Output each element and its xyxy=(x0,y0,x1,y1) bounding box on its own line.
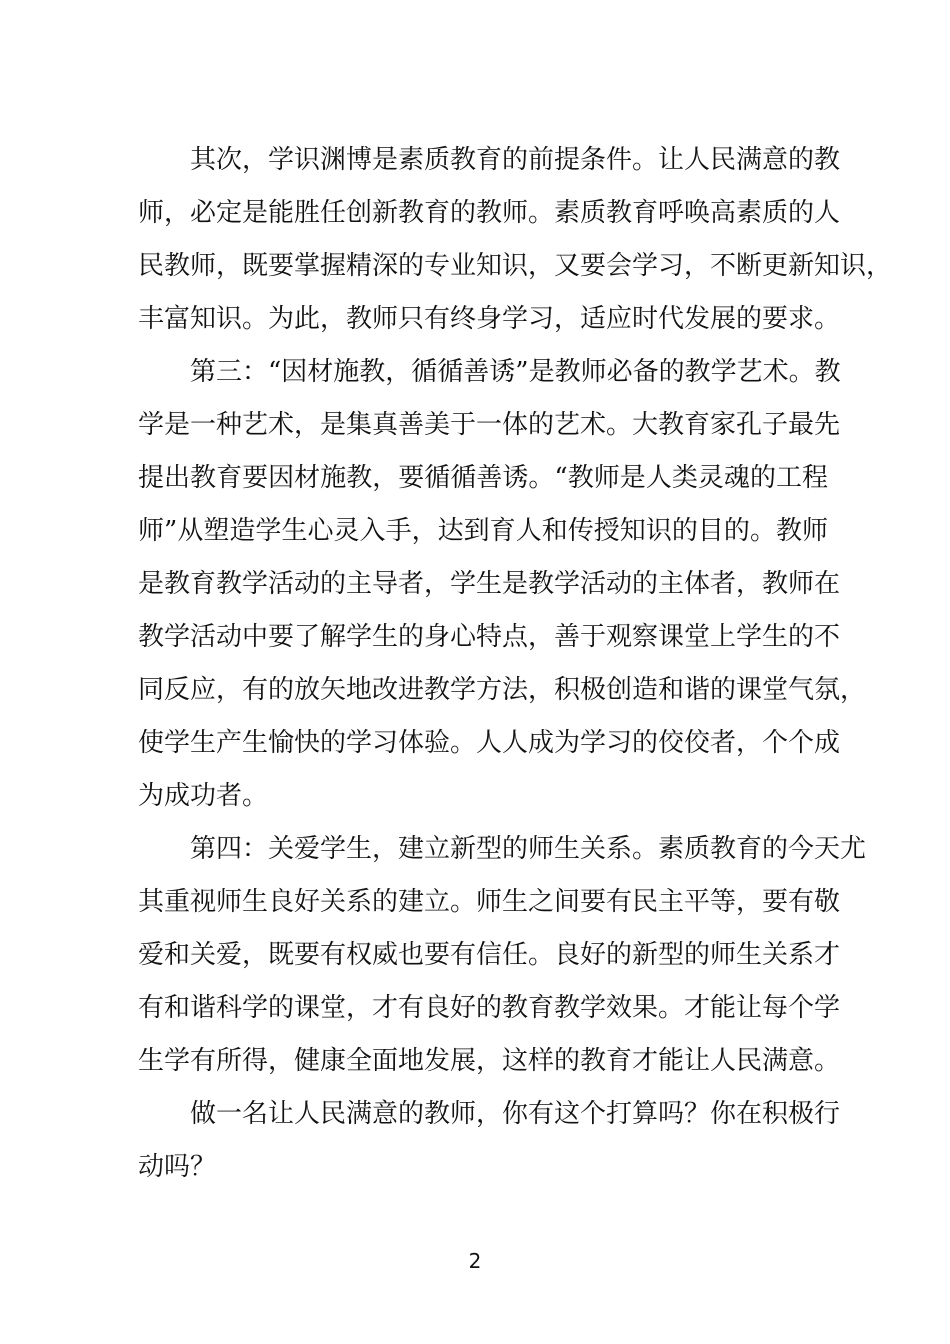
paragraph-3-line-3: 爱和关爱，既要有权威也要有信任。良好的新型的师生关系才 xyxy=(138,940,841,970)
paragraph-2-line-3: 提出教育要因材施教，要循循善诱。“教师是人类灵魂的工程 xyxy=(138,463,828,493)
paragraph-4-line-1: 做一名让人民满意的教师，你有这个打算吗？你在积极行 xyxy=(190,1099,841,1129)
paragraph-2-line-1: 第三：“因材施教，循循善诱”是教师必备的教学艺术。教 xyxy=(190,357,841,387)
paragraph-1-line-3: 民教师，既要掌握精深的专业知识，又要会学习，不断更新知识， xyxy=(138,251,893,281)
page-number: 2 xyxy=(468,1249,482,1273)
paragraph-2-line-8: 使学生产生愉快的学习体验。人人成为学习的佼佼者，个个成 xyxy=(138,728,841,758)
paragraph-3-line-2: 其重视师生良好关系的建立。师生之间要有民主平等，要有敬 xyxy=(138,887,841,917)
paragraph-2-line-7: 同反应，有的放矢地改进教学方法，积极创造和谐的课堂气氛， xyxy=(138,675,867,705)
paragraph-1-line-1: 其次，学识渊博是素质教育的前提条件。让人民满意的教 xyxy=(190,145,841,175)
paragraph-1-line-4: 丰富知识。为此，教师只有终身学习，适应时代发展的要求。 xyxy=(138,304,841,334)
paragraph-2-line-6: 教学活动中要了解学生的身心特点，善于观察课堂上学生的不 xyxy=(138,622,841,652)
paragraph-4-line-2: 动吗？ xyxy=(138,1152,217,1182)
paragraph-2-line-5: 是教育教学活动的主导者，学生是教学活动的主体者，教师在 xyxy=(138,569,841,599)
paragraph-2-line-4: 师”从塑造学生心灵入手，达到育人和传授知识的目的。教师 xyxy=(138,516,828,546)
paragraph-1-line-2: 师，必定是能胜任创新教育的教师。素质教育呼唤高素质的人 xyxy=(138,198,841,228)
paragraph-2-line-2: 学是一种艺术，是集真善美于一体的艺术。大教育家孔子最先 xyxy=(138,410,841,440)
paragraph-3-line-1: 第四：关爱学生，建立新型的师生关系。素质教育的今天尤 xyxy=(190,834,867,864)
paragraph-3-line-4: 有和谐科学的课堂，才有良好的教育教学效果。才能让每个学 xyxy=(138,993,841,1023)
paragraph-3-line-5: 生学有所得，健康全面地发展，这样的教育才能让人民满意。 xyxy=(138,1046,841,1076)
paragraph-2-line-9: 为成功者。 xyxy=(138,781,269,811)
